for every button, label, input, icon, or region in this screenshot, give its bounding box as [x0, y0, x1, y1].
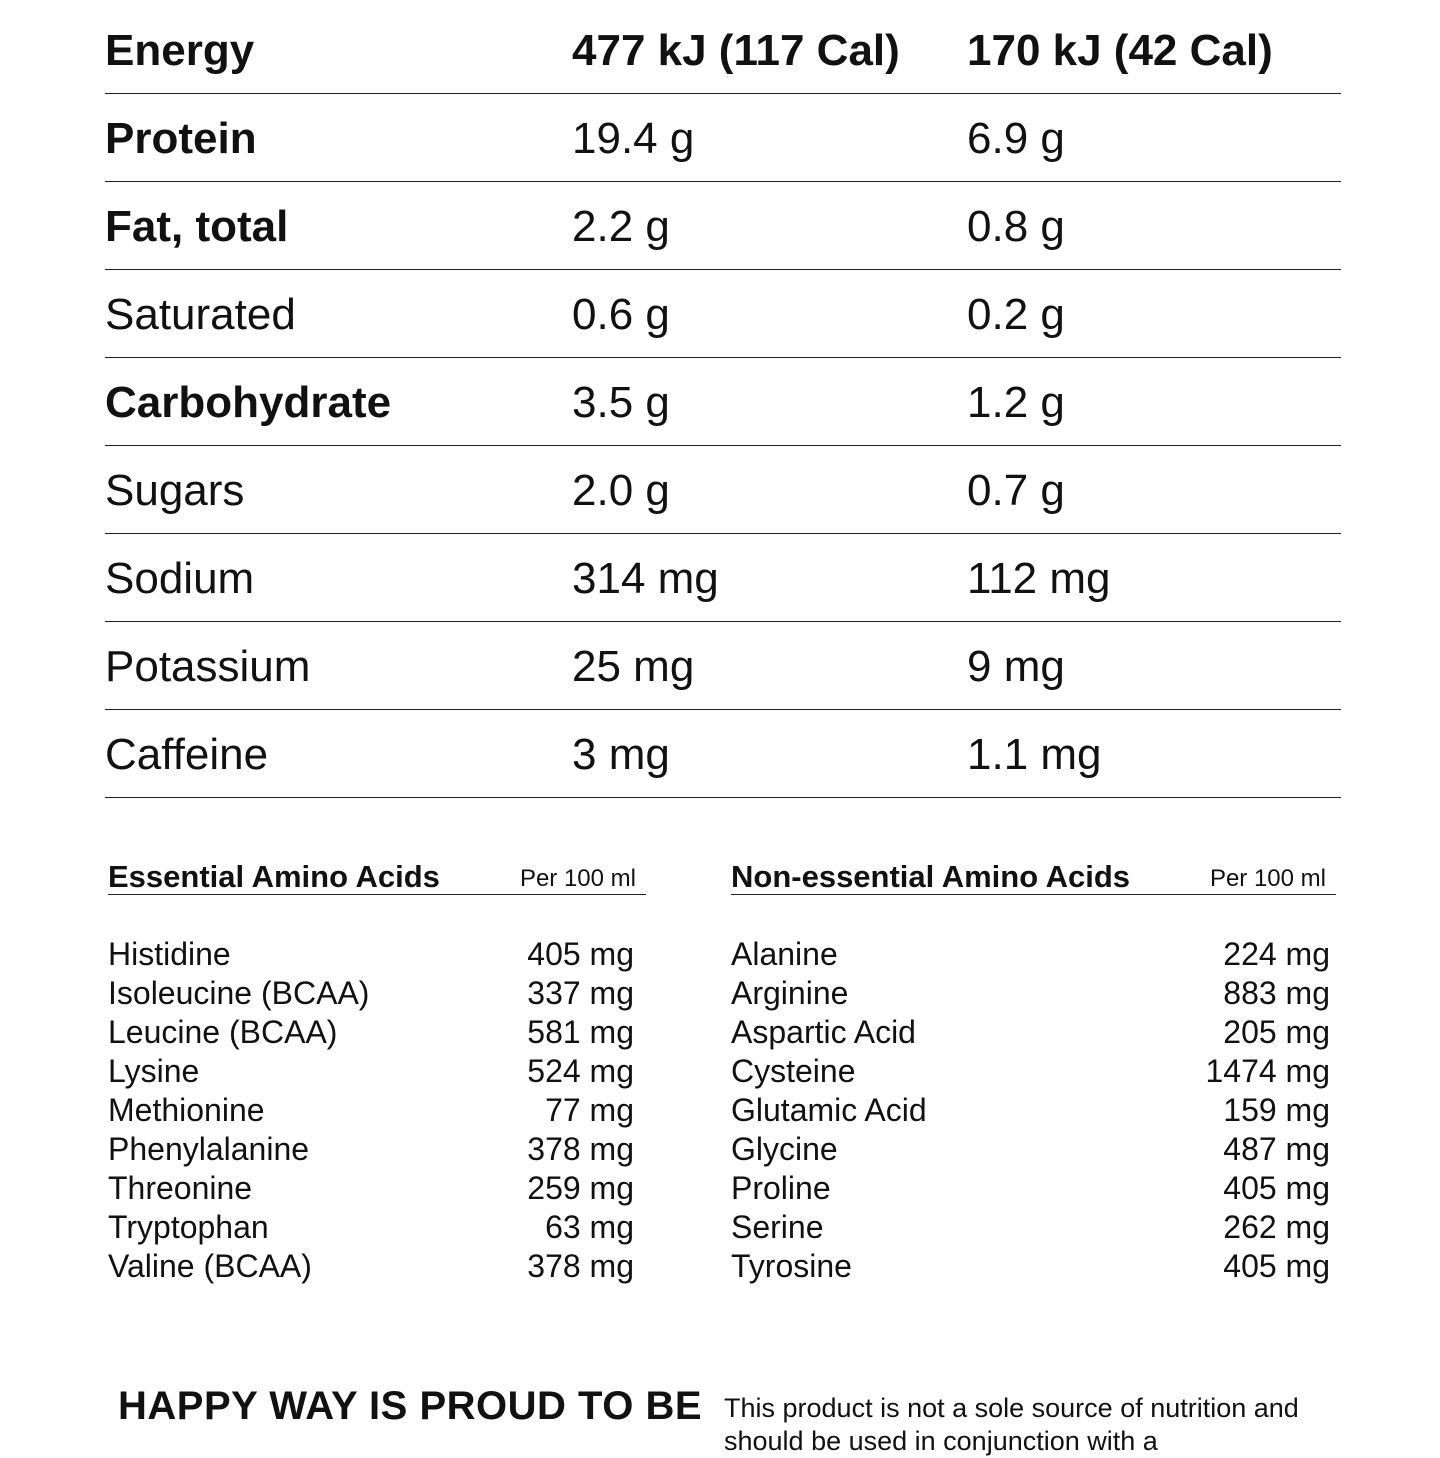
- nutrient-value-per-100ml: 0.7 g: [967, 466, 1065, 515]
- list-item: [108, 974, 646, 1013]
- amino-value: 1474 mg: [1205, 1053, 1330, 1089]
- nutrient-name: Potassium: [105, 642, 311, 691]
- amino-name: Threonine: [108, 1170, 253, 1206]
- list-item: [108, 1013, 646, 1052]
- nutrition-row-caffeine: [105, 710, 1341, 798]
- per-100ml-label: Per 100 ml: [519, 865, 636, 892]
- amino-value: 159 mg: [1223, 1092, 1330, 1128]
- amino-value: 524 mg: [527, 1053, 634, 1089]
- amino-name: Phenylalanine: [108, 1131, 310, 1167]
- list-item: [108, 1169, 646, 1208]
- list-item: [731, 1130, 1336, 1169]
- amino-name: Cysteine: [731, 1053, 856, 1089]
- amino-name: Leucine (BCAA): [108, 1014, 338, 1050]
- nutrient-value-per-serving: 2.2 g: [572, 202, 670, 251]
- nonessential-amino-acids-title: Non-essential Amino Acids: [731, 859, 1131, 894]
- essential-amino-acids-title: Essential Amino Acids: [108, 859, 440, 894]
- amino-name: Arginine: [731, 975, 849, 1011]
- nutrition-row-saturated: [105, 270, 1341, 358]
- essential-amino-acids-table: [108, 858, 646, 1286]
- list-item: [731, 974, 1336, 1013]
- amino-value: 378 mg: [527, 1248, 634, 1284]
- amino-name: Valine (BCAA): [108, 1248, 312, 1284]
- nutrient-name: Saturated: [105, 290, 296, 339]
- nutrient-name: Sodium: [105, 554, 255, 603]
- nutrient-value-per-100ml: 0.2 g: [967, 290, 1065, 339]
- list-item: [108, 1091, 646, 1130]
- list-item: [731, 1208, 1336, 1247]
- footer-disclaimer: This product is not a sole source of nutrition and should be used in conjunction with a: [724, 1393, 1299, 1456]
- amino-value: 405 mg: [527, 936, 634, 972]
- list-item: [731, 1052, 1336, 1091]
- nutrition-row-potassium: [105, 622, 1341, 710]
- nutrient-value-per-100ml: 0.8 g: [967, 202, 1065, 251]
- amino-value: 378 mg: [527, 1131, 634, 1167]
- nutrition-table: [105, 6, 1341, 798]
- nutrient-name: Fat, total: [105, 202, 289, 251]
- list-item: [108, 1208, 646, 1247]
- amino-name: Proline: [731, 1170, 831, 1206]
- nutrition-row-sugars: [105, 446, 1341, 534]
- nutrient-value-per-100ml: 170 kJ (42 Cal): [967, 26, 1273, 75]
- nutrition-row-carbohydrate: [105, 358, 1341, 446]
- amino-name: Histidine: [108, 936, 231, 972]
- amino-name: Tryptophan: [108, 1209, 269, 1245]
- amino-name: Aspartic Acid: [731, 1014, 916, 1050]
- list-item: [731, 1013, 1336, 1052]
- nutrient-value-per-100ml: 1.1 mg: [967, 730, 1102, 779]
- nutrient-value-per-serving: 19.4 g: [572, 114, 695, 163]
- nutrient-name: Protein: [105, 114, 257, 163]
- amino-value: 77 mg: [545, 1092, 634, 1128]
- list-item: [731, 1247, 1336, 1286]
- nutrient-name: Energy: [105, 26, 255, 75]
- list-item: [108, 1130, 646, 1169]
- amino-value: 63 mg: [545, 1209, 634, 1245]
- list-item: [731, 1091, 1336, 1130]
- nutrient-value-per-serving: 477 kJ (117 Cal): [572, 26, 900, 75]
- nutrient-value-per-serving: 2.0 g: [572, 466, 670, 515]
- amino-name: Tyrosine: [731, 1248, 852, 1284]
- nutrient-value-per-100ml: 9 mg: [967, 642, 1065, 691]
- nutrient-value-per-100ml: 112 mg: [967, 554, 1111, 603]
- nutrient-value-per-serving: 3.5 g: [572, 378, 670, 427]
- nutrition-row-energy: [105, 6, 1341, 94]
- nonessential-amino-acids-table: [731, 858, 1336, 1286]
- list-item: [731, 1169, 1336, 1208]
- amino-value: 224 mg: [1223, 936, 1330, 972]
- nutrient-value-per-serving: 25 mg: [572, 642, 695, 691]
- nutrient-name: Sugars: [105, 466, 245, 515]
- nutrient-name: Carbohydrate: [105, 378, 392, 427]
- list-item: [108, 1052, 646, 1091]
- amino-name: Isoleucine (BCAA): [108, 975, 370, 1011]
- amino-name: Glutamic Acid: [731, 1092, 927, 1128]
- list-item: [108, 1247, 646, 1286]
- nonessential-amino-acids-list: [731, 935, 1336, 1286]
- essential-amino-acids-list: [108, 935, 646, 1286]
- nutrient-value-per-100ml: 6.9 g: [967, 114, 1065, 163]
- list-item: [731, 935, 1336, 974]
- amino-value: 262 mg: [1223, 1209, 1330, 1245]
- amino-value: 405 mg: [1223, 1170, 1330, 1206]
- per-100ml-label: Per 100 ml: [1209, 865, 1326, 892]
- nutrient-value-per-serving: 314 mg: [572, 554, 719, 603]
- nutrient-value-per-serving: 3 mg: [572, 730, 670, 779]
- amino-name: Serine: [731, 1209, 824, 1245]
- amino-name: Lysine: [108, 1053, 200, 1089]
- amino-value: 487 mg: [1223, 1131, 1330, 1167]
- amino-name: Methionine: [108, 1092, 265, 1128]
- nutrition-row-fat-total: [105, 182, 1341, 270]
- list-item: [108, 935, 646, 974]
- amino-name: Alanine: [731, 936, 838, 972]
- essential-amino-acids-header: [108, 858, 646, 895]
- amino-value: 337 mg: [527, 975, 634, 1011]
- nutrient-value-per-serving: 0.6 g: [572, 290, 670, 339]
- amino-value: 581 mg: [527, 1014, 634, 1050]
- amino-value: 405 mg: [1223, 1248, 1330, 1284]
- amino-name: Glycine: [731, 1131, 838, 1167]
- amino-value: 205 mg: [1223, 1014, 1330, 1050]
- nonessential-amino-acids-header: [731, 858, 1336, 895]
- amino-value: 259 mg: [527, 1170, 634, 1206]
- nutrient-value-per-100ml: 1.2 g: [967, 378, 1065, 427]
- footer-heading: HAPPY WAY IS PROUD TO BE: [118, 1384, 703, 1428]
- nutrition-row-protein: [105, 94, 1341, 182]
- nutrition-row-sodium: [105, 534, 1341, 622]
- nutrient-name: Caffeine: [105, 730, 269, 779]
- amino-value: 883 mg: [1223, 975, 1330, 1011]
